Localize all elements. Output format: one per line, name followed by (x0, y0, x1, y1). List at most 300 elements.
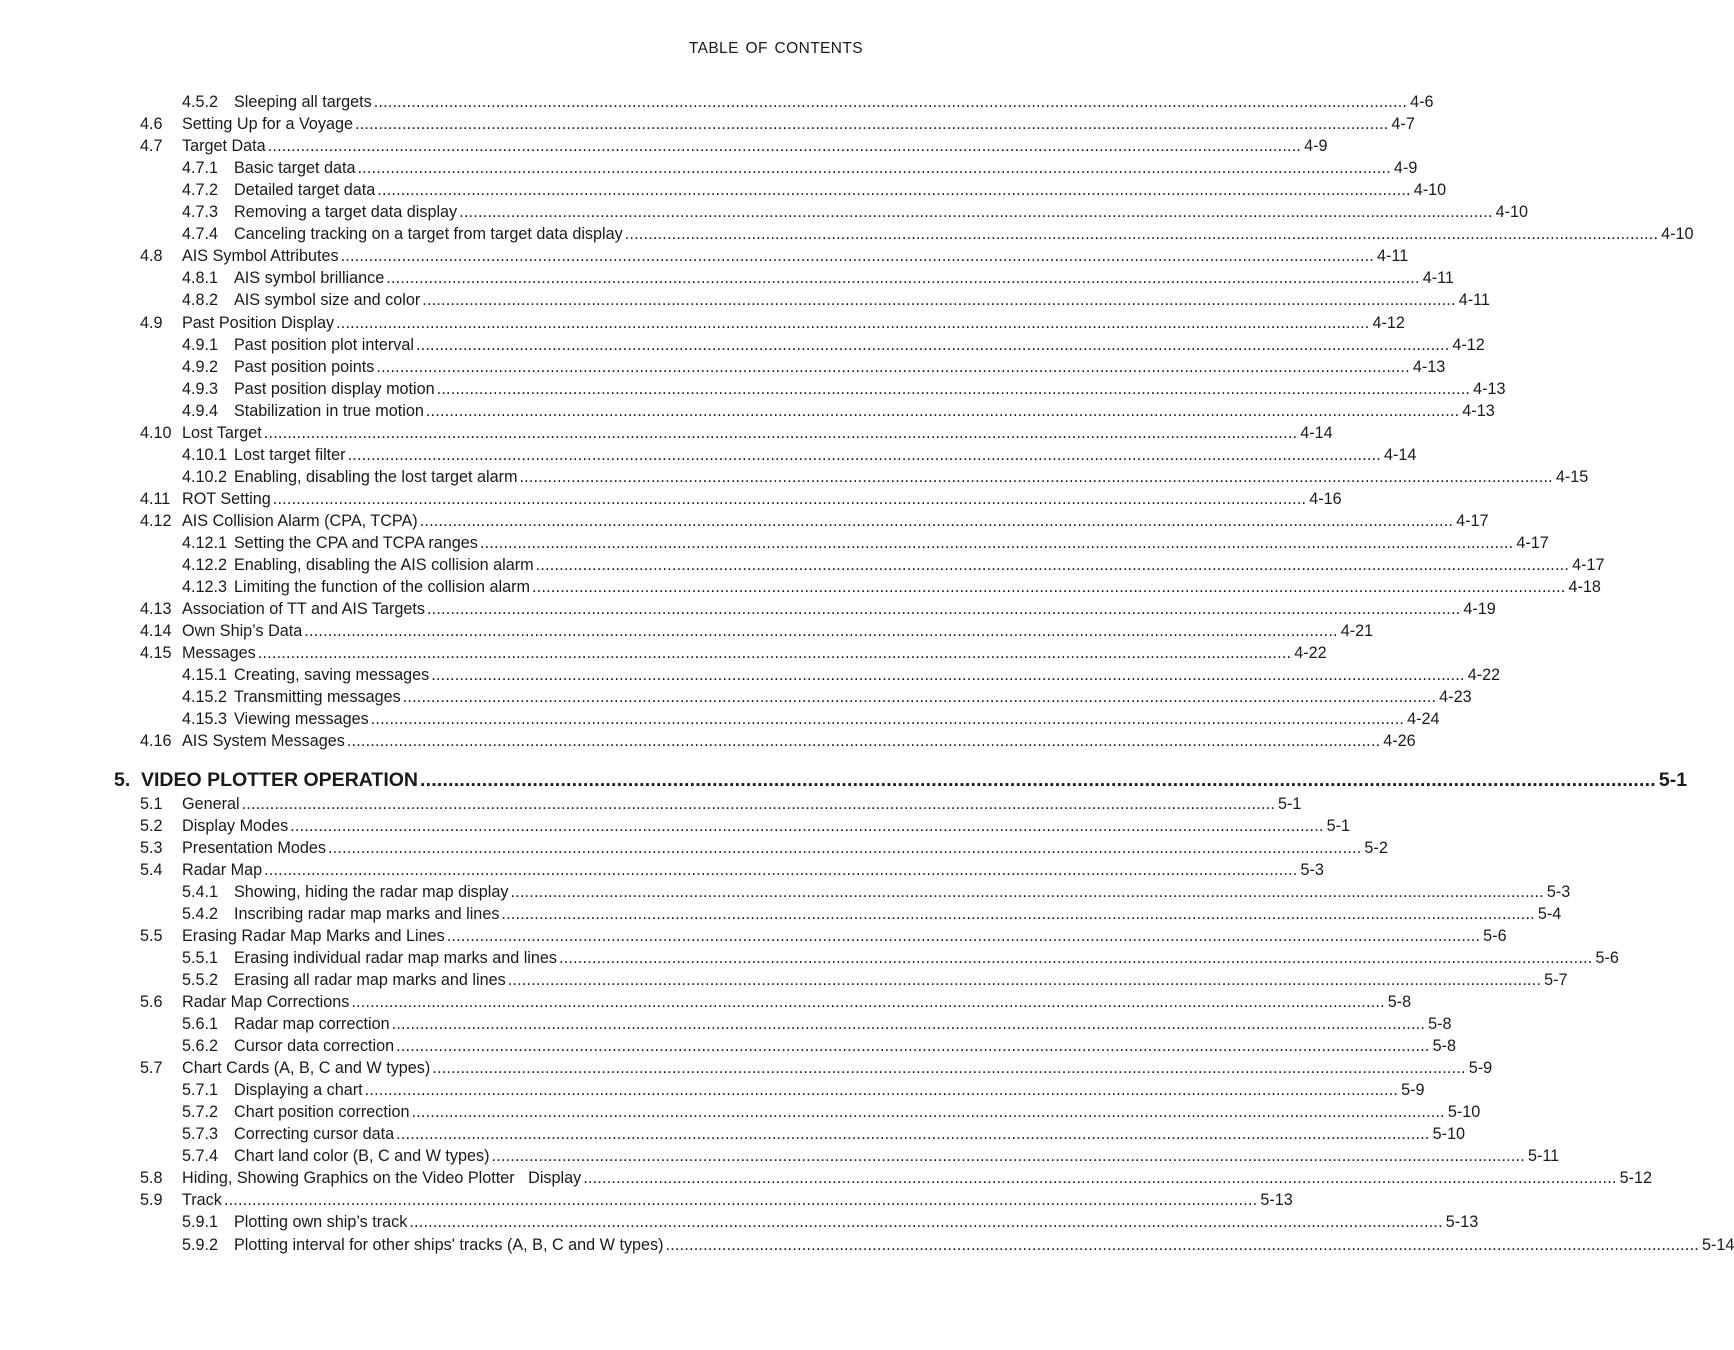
toc-entry-title: Setting the CPA and TCPA ranges (234, 534, 478, 552)
dot-leader: ............................................................................................................................................................................................................................ (376, 357, 1410, 376)
toc-entry-page: 4-9 (1393, 159, 1418, 178)
dot-leader: ............................................................................................................................................................................................................................ (409, 1213, 1443, 1232)
toc-entry-page: 5-13 (1445, 1213, 1479, 1232)
toc-entry-number: 5.4 (140, 860, 163, 879)
toc-entry-page: 4-13 (1412, 357, 1446, 376)
toc-entry[interactable] (0, 1036, 1456, 1056)
toc-entry-number: 4.9.3 (182, 379, 219, 398)
toc-entry-page: 4-11 (1422, 269, 1454, 288)
toc-entry-number: 5.7.3 (182, 1125, 219, 1144)
dot-leader: ............................................................................................................................................................................................................................ (346, 732, 1381, 751)
toc-entry[interactable] (0, 1058, 1493, 1078)
toc-entry-page: 4-14 (1384, 445, 1417, 464)
dot-leader: ............................................................................................................................................................................................................................ (415, 335, 1450, 354)
dot-leader: ............................................................................................................................................................................................................................ (272, 489, 1307, 508)
toc-entry-title: Chart land color (B, C and W types) (234, 1147, 490, 1166)
toc-entry-page: 5-8 (1428, 1015, 1452, 1033)
toc-entry-title: Plotting interval for other ships' tracks (A, B, C and W types) (234, 1235, 664, 1254)
toc-entry[interactable] (0, 643, 1327, 663)
toc-entry-page: 4-23 (1439, 688, 1472, 707)
toc-entry[interactable] (0, 1146, 1560, 1166)
dot-leader: ............................................................................................................................................................................................................................ (223, 1191, 1258, 1210)
toc-entry-title: Cursor data correction (234, 1037, 395, 1056)
toc-entry-page: 5-7 (1544, 970, 1568, 989)
toc-entry-page: 4-10 (1661, 225, 1694, 244)
dot-leader: ............................................................................................................................................................................................................................ (501, 904, 1535, 923)
toc-entry[interactable] (0, 136, 1328, 156)
dot-leader: ............................................................................................................................................................................................................................ (411, 1103, 1445, 1122)
toc-entry-page: 5-8 (1387, 992, 1412, 1011)
toc-entry-title: Enabling, disabling the lost target alarm (234, 467, 518, 486)
toc-entry-number: 5.6.1 (182, 1015, 219, 1033)
toc-entry-title: Display Modes (182, 816, 289, 835)
toc-entry-number: 5.4.1 (182, 882, 219, 901)
toc-entry[interactable] (0, 511, 1489, 531)
toc-entry-line (234, 1124, 1465, 1144)
toc-entry-title: Basic target data (234, 159, 356, 178)
toc-entry-page: 5-3 (1546, 882, 1571, 901)
toc-entry-number: 4.8.2 (182, 291, 219, 310)
dot-leader: ............................................................................................................................................................................................................................ (446, 926, 1481, 945)
toc-entry-title: Track (182, 1191, 222, 1210)
dot-leader: ............................................................................................................................................................................................................................ (290, 816, 1324, 835)
toc-entry-number: 4.12 (140, 511, 172, 530)
toc-entry-number: 5.6.2 (182, 1037, 219, 1056)
toc-entry-page: 4-22 (1467, 666, 1501, 685)
toc-entry-page: 4-24 (1407, 710, 1440, 729)
toc-entry-title: Association of TT and AIS Targets (182, 600, 425, 619)
toc-entry-line (182, 136, 1328, 156)
toc-entry-number: 4.13 (140, 600, 172, 619)
toc-entry[interactable] (0, 467, 1589, 487)
toc-entry-page: 4-17 (1572, 556, 1605, 575)
toc-entry-title: Erasing Radar Map Marks and Lines (182, 926, 445, 945)
toc-entry-title: Past position plot interval (234, 335, 414, 354)
toc-entry-number: 4.7.3 (182, 203, 219, 222)
toc-entry-title: Past Position Display (182, 313, 335, 332)
toc-entry-number: 5.4.2 (182, 904, 219, 923)
toc-entry-page: 4-21 (1340, 622, 1374, 641)
toc-entry-line (182, 1190, 1293, 1210)
dot-leader: ............................................................................................................................................................................................................................ (431, 666, 1465, 685)
toc-entry-number: 5.2 (140, 816, 163, 835)
toc-entry-line (182, 246, 1409, 266)
toc-entry-line (234, 290, 1490, 310)
toc-entry-number: 4.12.1 (182, 534, 228, 552)
dot-leader: ............................................................................................................................................................................................................................ (420, 768, 1656, 791)
toc-entry-page: 5-10 (1432, 1125, 1465, 1144)
toc-entry-line (234, 445, 1417, 465)
toc-entry-title: Own Ship’s Data (182, 622, 303, 641)
toc-entry-title: AIS Symbol Attributes (182, 247, 339, 266)
toc-entry[interactable] (0, 794, 1302, 814)
dot-leader: ............................................................................................................................................................................................................................ (459, 203, 1493, 222)
toc-entry-line (234, 467, 1589, 487)
toc-entry[interactable] (0, 92, 1434, 112)
toc-entry-title: Radar map correction (234, 1015, 390, 1033)
toc-entry[interactable] (0, 401, 1495, 421)
dot-leader: ............................................................................................................................................................................................................................ (532, 578, 1566, 597)
toc-entry-number: 5.6 (140, 992, 163, 1011)
toc-entry-line (182, 621, 1374, 641)
running-header: TABLE OF CONTENTS (688, 40, 863, 57)
toc-entry-page: 5-13 (1260, 1191, 1293, 1210)
dot-leader: ............................................................................................................................................................................................................................ (391, 1015, 1426, 1033)
toc-entry-page: 4-17 (1456, 511, 1489, 530)
toc-entry-page: 4-26 (1383, 732, 1416, 751)
dot-leader: ............................................................................................................................................................................................................................ (373, 93, 1408, 111)
toc-entry[interactable] (0, 224, 1694, 244)
toc-entry-title: Past position display motion (234, 379, 435, 398)
toc-entry-title: General (182, 794, 240, 813)
dot-leader: ............................................................................................................................................................................................................................ (327, 838, 1362, 857)
toc-entry-page: 4-16 (1309, 489, 1342, 508)
toc-entry-line (234, 1235, 1734, 1255)
toc-entry-line (234, 533, 1549, 553)
toc-entry-title: Radar Map Corrections (182, 992, 350, 1011)
toc-entry-title: Transmitting messages (234, 688, 401, 707)
dot-leader: ............................................................................................................................................................................................................................ (304, 622, 1338, 641)
toc-entry-title: Correcting cursor data (234, 1125, 395, 1144)
toc-entry[interactable] (0, 1124, 1465, 1144)
toc-entry-title: Limiting the function of the collision alarm (234, 578, 531, 597)
toc-entry-number: 4.11 (140, 489, 171, 508)
toc-entry-number: 5.5 (140, 926, 163, 945)
toc-entry[interactable] (0, 202, 1528, 222)
toc-entry-number: 4.6 (140, 115, 163, 134)
toc-entry-number: 4.10.1 (182, 445, 228, 464)
toc-entry-line (182, 643, 1327, 663)
toc-entry[interactable] (0, 357, 1446, 377)
toc-entry-number: 5.1 (140, 794, 163, 813)
toc-entry-title: AIS Collision Alarm (CPA, TCPA) (182, 511, 418, 530)
toc-entry-line (182, 313, 1405, 333)
toc-entry-number: 4.9.1 (182, 335, 219, 354)
toc-entry-line (234, 1146, 1560, 1166)
toc-entry-title: Past position points (234, 357, 375, 376)
dot-leader: ............................................................................................................................................................................................................................ (507, 970, 1542, 989)
toc-entry-line (182, 423, 1333, 443)
toc-entry-line (234, 224, 1694, 244)
toc-entry-page: 4-13 (1473, 379, 1506, 398)
toc-entry[interactable] (0, 577, 1601, 597)
toc-entry-page: 5-1 (1326, 816, 1351, 835)
toc-entry[interactable] (0, 904, 1562, 924)
toc-entry-line (234, 357, 1446, 377)
dot-leader: ............................................................................................................................................................................................................................ (377, 181, 1411, 200)
toc-entry-number: 4.5.2 (182, 93, 219, 111)
toc-entry[interactable] (0, 114, 1415, 134)
toc-entry-line (234, 577, 1601, 597)
toc-entry[interactable] (0, 1014, 1452, 1034)
dot-leader: ............................................................................................................................................................................................................................ (364, 1081, 1399, 1100)
toc-entry-title: Radar Map (182, 860, 263, 879)
toc-entry[interactable] (0, 1168, 1653, 1188)
toc-entry-line (234, 1014, 1452, 1034)
dot-leader: ............................................................................................................................................................................................................................ (386, 269, 1420, 288)
toc-entry[interactable] (0, 290, 1490, 310)
dot-leader: ............................................................................................................................................................................................................................ (351, 992, 1385, 1011)
dot-leader: ............................................................................................................................................................................................................................ (665, 1235, 1699, 1254)
toc-entry[interactable] (0, 555, 1605, 575)
dot-leader: ............................................................................................................................................................................................................................ (422, 291, 1456, 310)
toc-entry[interactable] (0, 445, 1417, 465)
toc-entry-page: 4-9 (1304, 137, 1328, 156)
toc-entry-number: 4.8.1 (182, 269, 219, 288)
dot-leader: ............................................................................................................................................................................................................................ (264, 860, 1298, 879)
toc-entry-page: 4-11 (1458, 291, 1490, 310)
toc-entry-line (182, 816, 1351, 836)
toc-entry-title: Showing, hiding the radar map display (234, 882, 509, 901)
toc-entry-page: 5-6 (1483, 926, 1507, 945)
dot-leader: ............................................................................................................................................................................................................................ (402, 688, 1437, 707)
toc-entry-page: 4-10 (1495, 203, 1528, 222)
toc-entry[interactable] (0, 621, 1374, 641)
toc-entry-page: 4-13 (1462, 401, 1495, 420)
toc-entry-number: 5.8 (140, 1169, 163, 1188)
toc-entry-number: 4.15.2 (182, 688, 228, 707)
toc-entry[interactable] (0, 1102, 1481, 1122)
toc-entry-line (182, 489, 1342, 509)
toc-entry-number: 4.9 (140, 313, 163, 332)
dot-leader: ............................................................................................................................................................................................................................ (354, 115, 1389, 134)
dot-leader: ............................................................................................................................................................................................................................ (396, 1037, 1430, 1056)
toc-entry-number: 4.12.2 (182, 556, 228, 575)
toc-entry-line (234, 158, 1418, 178)
dot-leader: ............................................................................................................................................................................................................................ (267, 137, 1302, 156)
toc-entry-title: Messages (182, 644, 256, 663)
toc-entry-line (234, 335, 1485, 355)
toc-entry-title: Hiding, Showing Graphics on the Video Plotter Display (182, 1169, 582, 1188)
toc-entry-number: 5.7 (140, 1059, 163, 1078)
toc-entry-page: 5-14 (1701, 1235, 1734, 1254)
toc-entry-page: 5-12 (1619, 1169, 1653, 1188)
toc-entry-line (234, 1036, 1456, 1056)
toc-entry-line (234, 1080, 1425, 1100)
toc-entry-line (182, 731, 1416, 751)
dot-leader: ............................................................................................................................................................................................................................ (510, 882, 1544, 901)
toc-entry-page: 4-22 (1294, 644, 1327, 663)
toc-entry-line (234, 268, 1454, 288)
toc-entry-title: Detailed target data (234, 181, 376, 200)
toc-entry-line (234, 970, 1568, 990)
toc-entry-line (234, 379, 1506, 399)
toc-entry-number: 4.15.1 (182, 666, 228, 685)
toc-entry[interactable] (0, 335, 1485, 355)
toc-entry[interactable] (0, 860, 1324, 880)
toc-entry-line (141, 768, 1688, 792)
toc-entry-page: 5-10 (1447, 1103, 1481, 1122)
toc-entry[interactable] (0, 423, 1333, 443)
toc-entry[interactable] (0, 158, 1418, 178)
toc-entry-line (234, 948, 1619, 968)
toc-entry-line (182, 511, 1489, 531)
dot-leader: ............................................................................................................................................................................................................................ (479, 534, 1514, 552)
toc-entry-line (234, 882, 1571, 902)
toc-entry[interactable] (0, 926, 1507, 946)
toc-entry-page: 4-10 (1413, 181, 1447, 200)
toc-entry-number: 5.9.1 (182, 1213, 219, 1232)
toc-entry[interactable] (0, 665, 1501, 685)
dot-leader: ............................................................................................................................................................................................................................ (491, 1147, 1525, 1166)
toc-entry-page: 5-3 (1300, 860, 1324, 879)
toc-entry-title: Creating, saving messages (234, 666, 430, 685)
toc-entry[interactable] (0, 1190, 1293, 1210)
toc-entry[interactable] (0, 599, 1496, 619)
toc-entry-line (182, 926, 1507, 946)
toc-entry-page: 4-12 (1372, 313, 1405, 332)
toc-entry[interactable] (0, 731, 1416, 751)
toc-entry-line (234, 1102, 1481, 1122)
toc-entry-number: 4.16 (140, 732, 172, 751)
dot-leader: ............................................................................................................................................................................................................................ (559, 948, 1593, 967)
toc-entry-line (234, 709, 1440, 729)
toc-entry-title: Chart position correction (234, 1103, 410, 1122)
toc-entry-page: 5-1 (1278, 794, 1302, 813)
toc-entry[interactable] (0, 687, 1472, 707)
toc-entry[interactable] (0, 709, 1440, 729)
toc-entry[interactable] (0, 992, 1412, 1012)
toc-entry-line (182, 838, 1388, 858)
toc-entry-title: Lost target filter (234, 445, 346, 464)
toc-entry-number: 4.9.2 (182, 357, 219, 376)
toc-entry-number: 5.7.2 (182, 1103, 219, 1122)
toc-entry-title: Presentation Modes (182, 838, 326, 857)
toc-entry-line (234, 92, 1434, 112)
toc-entry-number: 4.7 (140, 137, 163, 156)
toc-entry[interactable] (0, 948, 1619, 968)
toc-entry[interactable] (0, 1212, 1479, 1232)
dot-leader: ............................................................................................................................................................................................................................ (535, 556, 1570, 575)
toc-entry-page: 5-6 (1595, 948, 1619, 967)
toc-entry-page: 4-12 (1452, 335, 1485, 354)
toc-entry-number: 5.3 (140, 838, 163, 857)
toc-entry-line (182, 860, 1324, 880)
toc-entry-line (234, 904, 1562, 924)
toc-entry-line (182, 794, 1302, 814)
toc-entry-title: AIS System Messages (182, 732, 345, 751)
toc-entry-line (234, 401, 1495, 421)
toc-entry-page: 5-4 (1537, 904, 1562, 923)
toc-entry-number: 5.7.1 (182, 1081, 219, 1100)
toc-entry-page: 5-2 (1364, 838, 1388, 857)
dot-leader: ............................................................................................................................................................................................................................ (583, 1169, 1617, 1188)
toc-entry[interactable] (0, 313, 1405, 333)
toc-entry-page: 5-1 (1658, 768, 1688, 791)
toc-entry-line (234, 202, 1528, 222)
toc-entry-number: 5.5.2 (182, 970, 219, 989)
toc-entry[interactable] (0, 882, 1571, 902)
dot-leader: ............................................................................................................................................................................................................................ (624, 225, 1659, 244)
toc-entry-title: AIS symbol brilliance (234, 269, 385, 288)
toc-entry-number: 4.12.3 (182, 578, 228, 597)
toc-entry-number: 5. (114, 768, 131, 791)
toc-entry-title: Chart Cards (A, B, C and W types) (182, 1059, 431, 1078)
toc-entry-page: 4-18 (1568, 578, 1601, 597)
toc-entry-page: 5-8 (1432, 1037, 1456, 1056)
dot-leader: ............................................................................................................................................................................................................................ (396, 1125, 1430, 1144)
dot-leader: ............................................................................................................................................................................................................................ (426, 600, 1461, 619)
toc-entry-number: 4.8 (140, 247, 163, 266)
toc-entry-title: ROT Setting (182, 489, 271, 508)
toc-entry-page: 5-9 (1468, 1059, 1493, 1078)
toc-entry-line (182, 992, 1412, 1012)
toc-entry-title: Setting Up for a Voyage (182, 115, 353, 134)
toc-entry-title: Sleeping all targets (234, 93, 372, 111)
toc-entry-number: 4.10.2 (182, 467, 228, 486)
toc-entry[interactable] (0, 816, 1351, 836)
dot-leader: ............................................................................................................................................................................................................................ (370, 710, 1405, 729)
toc-entry-number: 4.7.4 (182, 225, 219, 244)
toc-entry-page: 4-17 (1516, 534, 1549, 552)
toc-entry-title: Enabling, disabling the AIS collision alarm (234, 556, 534, 575)
toc-entry[interactable] (0, 246, 1409, 266)
dot-leader: ............................................................................................................................................................................................................................ (419, 511, 1454, 530)
dot-leader: ............................................................................................................................................................................................................................ (436, 379, 1471, 398)
toc-entry-number: 4.9.4 (182, 401, 219, 420)
toc-entry-title: VIDEO PLOTTER OPERATION (141, 768, 418, 791)
dot-leader: ............................................................................................................................................................................................................................ (340, 247, 1374, 266)
dot-leader: ............................................................................................................................................................................................................................ (257, 644, 1292, 663)
toc-entry-title: Erasing individual radar map marks and lines (234, 948, 558, 967)
toc-entry-title: Plotting own ship’s track (234, 1213, 408, 1232)
toc-entry-title: Target Data (182, 137, 266, 156)
toc-entry-number: 4.7.2 (182, 181, 219, 200)
toc-entry[interactable] (0, 1080, 1425, 1100)
toc-entry-number: 4.10 (140, 423, 172, 442)
toc-entry-title: Erasing all radar map marks and lines (234, 970, 506, 989)
toc-entry-line (182, 114, 1415, 134)
toc-chapter-entry[interactable] (0, 768, 1688, 792)
toc-entry-page: 4-11 (1377, 247, 1409, 266)
toc-entry-page: 4-7 (1391, 115, 1415, 134)
dot-leader: ............................................................................................................................................................................................................................ (519, 467, 1553, 486)
toc-entry-title: Canceling tracking on a target from target data display (234, 225, 623, 244)
toc-entry-page: 4-15 (1555, 467, 1589, 486)
toc-entry-line (234, 180, 1447, 200)
toc-entry-page: 4-14 (1300, 423, 1333, 442)
toc-entry[interactable] (0, 180, 1447, 200)
toc-entry[interactable] (0, 268, 1454, 288)
toc-entry-title: Inscribing radar map marks and lines (234, 904, 500, 923)
toc-entry-title: Lost Target (182, 423, 262, 442)
dot-leader: ............................................................................................................................................................................................................................ (432, 1059, 1466, 1078)
dot-leader: ............................................................................................................................................................................................................................ (263, 423, 1298, 442)
toc-entry-line (182, 599, 1496, 619)
toc-entry[interactable] (0, 970, 1568, 990)
toc-entry[interactable] (0, 489, 1342, 509)
toc-entry-number: 4.7.1 (182, 159, 219, 178)
toc-entry-number: 5.5.1 (182, 948, 219, 967)
toc-entry-page: 5-11 (1527, 1147, 1560, 1166)
dot-leader: ............................................................................................................................................................................................................................ (425, 401, 1460, 420)
toc-entry-title: Stabilization in true motion (234, 401, 424, 420)
dot-leader: ............................................................................................................................................................................................................................ (241, 794, 1276, 813)
toc-entry-number: 4.14 (140, 622, 172, 641)
toc-entry-number: 5.9 (140, 1191, 163, 1210)
toc-entry[interactable] (0, 1235, 1734, 1255)
toc-entry[interactable] (0, 379, 1506, 399)
toc-entry-number: 4.15 (140, 644, 172, 663)
toc-entry-title: Removing a target data display (234, 203, 458, 222)
toc-entry-line (234, 665, 1501, 685)
toc-entry-number: 5.9.2 (182, 1235, 219, 1254)
dot-leader: ............................................................................................................................................................................................................................ (357, 159, 1391, 178)
toc-entry[interactable] (0, 533, 1549, 553)
toc-entry[interactable] (0, 838, 1388, 858)
toc-entry-page: 4-19 (1463, 600, 1496, 619)
dot-leader: ............................................................................................................................................................................................................................ (336, 313, 1370, 332)
